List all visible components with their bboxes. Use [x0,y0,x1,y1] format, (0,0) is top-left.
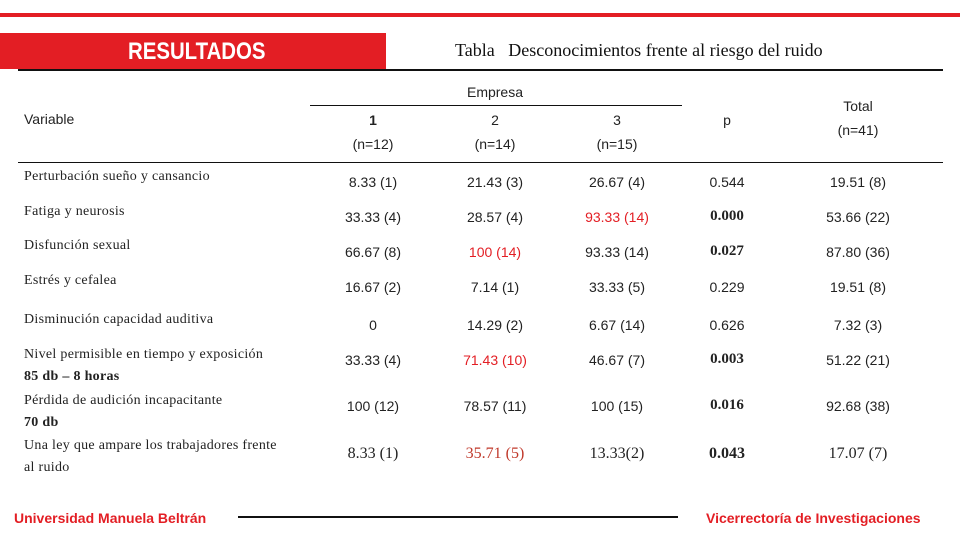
row-label-text: Nivel permisible en tiempo y exposición [24,347,264,362]
cell-p: 0.229 [709,279,745,295]
cell-c1: 66.67 (8) [344,244,402,260]
row-label-bold: 85 db – 8 horas [24,369,120,384]
row-label-text-2: al ruido [24,460,70,475]
column-header-2 [440,108,550,156]
cell-total: 7.32 (3) [833,317,883,333]
column-n: (n=15) [596,136,638,152]
cell-total: 19.51 (8) [829,174,887,190]
cell-c1: 33.33 (4) [344,352,402,368]
column-name: 3 [613,112,621,128]
cell-c3: 6.67 (14) [588,317,646,333]
cell-c1: 8.33 (1) [348,174,398,190]
row-label: Disfunción sexual [24,238,131,253]
column-n: (n=12) [352,136,394,152]
cell-c3: 93.33 (14) [585,209,649,225]
row-label: Perturbación sueño y cansancio [24,169,210,184]
cell-c1: 33.33 (4) [344,209,402,225]
cell-c3: 26.67 (4) [588,174,646,190]
row-label [24,344,314,388]
top-accent-bar [0,13,960,17]
table-head-rule [18,162,943,163]
empresa-rule [310,105,682,106]
cell-c2: 21.43 (3) [466,174,524,190]
cell-c1: 16.67 (2) [344,279,402,295]
cell-c3: 33.33 (5) [588,279,646,295]
cell-c3: 46.67 (7) [588,352,646,368]
cell-c3: 13.33(2) [589,445,645,462]
total-n: (n=41) [837,122,879,138]
cell-c3: 100 (15) [590,398,644,414]
total-name: Total [843,98,873,114]
cell-p: 0.544 [709,174,745,190]
cell-total: 19.51 (8) [829,279,887,295]
cell-c3: 93.33 (14) [585,244,649,260]
row-label-bold: 70 db [24,415,59,430]
cell-total: 17.07 (7) [828,445,888,462]
cell-p: 0.003 [710,351,744,367]
cell-total: 92.68 (38) [826,398,890,414]
cell-c2: 28.57 (4) [466,209,524,225]
column-name: 2 [491,112,499,128]
cell-c2: 100 (14) [468,244,522,260]
cell-p: 0.043 [709,445,745,462]
row-label [24,435,314,479]
footer-rule [238,516,678,518]
cell-c1: 0 [369,317,377,333]
footer-department: Vicerrectoría de Investigaciones [706,510,921,526]
footer-university: Universidad Manuela Beltrán [14,510,207,526]
table-title: Tabla Desconocimientos frente al riesgo del ruido [455,40,823,60]
cell-total: 53.66 (22) [826,209,890,225]
header-rule [18,69,943,71]
cell-p: 0.626 [709,317,745,333]
p-header: p [723,112,731,128]
cell-c2: 14.29 (2) [466,317,524,333]
cell-p: 0.000 [710,208,744,224]
cell-c2: 7.14 (1) [470,279,520,295]
total-header [803,94,913,142]
cell-c2: 35.71 (5) [465,445,525,462]
empresa-header: Empresa [466,84,524,100]
cell-c1: 8.33 (1) [347,445,399,462]
cell-c1: 100 (12) [346,398,400,414]
cell-p: 0.027 [710,243,744,259]
column-header-3 [562,108,672,156]
cell-c2: 78.57 (11) [463,398,527,414]
banner-title: RESULTADOS [128,38,266,65]
cell-p: 0.016 [710,397,744,413]
row-label-text: Una ley que ampare los trabajadores frente [24,438,277,453]
cell-c2: 71.43 (10) [463,352,527,368]
column-header-1 [318,108,428,156]
row-label-text: Pérdida de audición incapacitante [24,393,223,408]
row-label: Fatiga y neurosis [24,204,125,219]
column-name: 1 [369,112,377,128]
column-n: (n=14) [474,136,516,152]
row-label: Estrés y cefalea [24,273,117,288]
cell-total: 51.22 (21) [826,352,890,368]
cell-total: 87.80 (36) [826,244,890,260]
row-label: Disminución capacidad auditiva [24,312,214,327]
row-label [24,390,314,434]
variable-header: Variable [24,111,75,127]
